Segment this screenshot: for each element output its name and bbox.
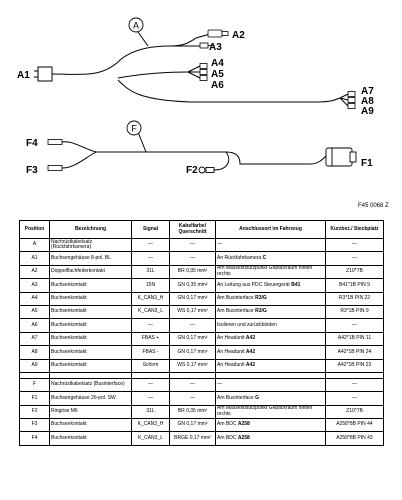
cell-anschlussort	[216, 292, 326, 305]
anschlussort-text: Am BDC	[217, 434, 238, 441]
connectors-f3-f4	[48, 140, 62, 171]
table-row	[20, 279, 384, 292]
harness-a-branch-a7-a9	[118, 80, 340, 102]
cell-signal: FBAS -	[132, 346, 170, 359]
cell-bezeichnung: Buchsenkontakt	[50, 346, 132, 359]
connectors-a4-a6	[200, 64, 207, 81]
cell-kabelfarbe: WS 0,17 mm²	[170, 305, 216, 318]
label-a4: A4	[211, 58, 224, 69]
cell-position: A1	[20, 252, 50, 265]
cell-steckplatz: A42*1B PIN 23	[326, 359, 384, 372]
table-row	[20, 265, 384, 278]
cell-anschlussort	[216, 332, 326, 345]
figure-reference: F45 0068 Z	[358, 203, 389, 209]
table-row	[20, 292, 384, 305]
cell-position: F1	[20, 392, 50, 405]
cell-kabelfarbe: GN 0,17 mm²	[170, 292, 216, 305]
cell-signal: K_CAN3_L	[132, 305, 170, 318]
table-body	[20, 239, 384, 446]
cell-bezeichnung: Buchsenkontakt	[50, 305, 132, 318]
cell-signal: K_CAN3_L	[132, 432, 170, 445]
cell-anschlussort	[216, 265, 326, 278]
col-header-signal: Signal	[132, 221, 170, 239]
anschlussort-text: —	[217, 241, 222, 248]
cell-kabelfarbe: GN 0,17 mm²	[170, 332, 216, 345]
anschlussort-text: Am Businterface	[217, 308, 256, 315]
cell-signal: FBAS +	[132, 332, 170, 345]
cable-f-label: F	[131, 123, 137, 134]
cell-bezeichnung: Buchsenkontakt	[50, 332, 132, 345]
table-row	[20, 239, 384, 252]
label-a8: A8	[361, 96, 374, 107]
label-a7: A7	[361, 86, 374, 97]
table-row	[20, 252, 384, 265]
label-a3: A3	[209, 42, 222, 53]
cell-kabelfarbe: WS 0,17 mm²	[170, 359, 216, 372]
cell-steckplatz: B41*1B PIN 9	[326, 279, 384, 292]
cell-position: A2	[20, 265, 50, 278]
cell-kabelfarbe: GN 0,17 mm²	[170, 346, 216, 359]
anschlussort-text: An Leitung aus PDC Steuergerät	[217, 281, 292, 288]
anschlussort-text: Am Masseststützpunkt Gepäckraum hinten rechts	[217, 405, 313, 417]
col-header-kabelfarbe: Kabelfarbe/ Querschnitt	[170, 221, 216, 239]
anschlussort-text: Am BDC	[217, 421, 238, 428]
table-row	[20, 359, 384, 372]
cell-signal: —	[132, 252, 170, 265]
cell-steckplatz: —	[326, 239, 384, 252]
cell-kabelfarbe: —	[170, 252, 216, 265]
anschlussort-code: R3/G	[255, 308, 267, 315]
cell-kabelfarbe: BRGE 0,17 mm²	[170, 432, 216, 445]
cell-signal: —	[132, 319, 170, 332]
cell-steckplatz: —	[326, 392, 384, 405]
cell-bezeichnung: Buchsenkontakt	[50, 279, 132, 292]
cell-position: A6	[20, 319, 50, 332]
cell-steckplatz: A42*1B PIN 11	[326, 332, 384, 345]
anschlussort-code: A258	[237, 434, 250, 441]
cell-steckplatz: R3*1B PIN 9	[326, 305, 384, 318]
cell-position: A4	[20, 292, 50, 305]
harness-a-branch-a4-a6	[118, 72, 188, 78]
cell-anschlussort	[216, 252, 326, 265]
label-a6: A6	[211, 80, 224, 91]
cell-kabelfarbe: —	[170, 319, 216, 332]
harness-f-branch-f3	[62, 152, 96, 168]
cell-steckplatz: —	[326, 252, 384, 265]
cell-anschlussort	[216, 405, 326, 418]
table-row	[20, 419, 384, 432]
anschlussort-code: B41	[291, 281, 301, 288]
cell-kabelfarbe: GN 0,17 mm²	[170, 419, 216, 432]
table-row	[20, 378, 384, 391]
cell-bezeichnung: Doppelflachfederkontakt	[50, 265, 132, 278]
anschlussort-code: G	[255, 394, 259, 401]
cell-signal: —	[132, 378, 170, 391]
table-row	[20, 405, 384, 418]
cable-a-label: A	[132, 20, 140, 31]
label-a2: A2	[232, 30, 245, 41]
table-header-row	[20, 221, 384, 239]
cell-signal: K_CAN3_H	[132, 292, 170, 305]
cell-anschlussort	[216, 319, 326, 332]
table-row	[20, 305, 384, 318]
anschlussort-text: Am Businterface	[217, 394, 256, 401]
wiring-table	[19, 220, 384, 446]
cell-bezeichnung: Nachrüstkabelsatz (Rückfahrkamera)	[50, 239, 132, 252]
cell-kabelfarbe: BR 0,35 mm²	[170, 405, 216, 418]
cell-steckplatz: A258*8B PIN 44	[326, 419, 384, 432]
connector-f2	[199, 167, 214, 173]
cell-bezeichnung: Buchsenkontakt	[50, 432, 132, 445]
cell-signal: —	[132, 392, 170, 405]
wiring-harness-diagram	[0, 0, 402, 210]
cell-anschlussort	[216, 419, 326, 432]
label-a9: A9	[361, 106, 374, 117]
cell-bezeichnung: Buchsengehäuse 8-pol. BL	[50, 252, 132, 265]
cell-signal: 15N	[132, 279, 170, 292]
label-f1: F1	[361, 158, 373, 169]
anschlussort-code: A258	[237, 421, 250, 428]
col-header-bezeichnung: Bezeichnung	[50, 221, 132, 239]
cell-bezeichnung: Buchsenkontakt	[50, 292, 132, 305]
col-header-position: Position	[20, 221, 50, 239]
cell-kabelfarbe: BR 0,35 mm²	[170, 265, 216, 278]
anschlussort-code: A42	[245, 335, 256, 342]
anschlussort-text: —	[217, 381, 222, 388]
anschlussort-code: R3/G	[255, 294, 267, 301]
connector-a1	[38, 67, 52, 81]
cell-kabelfarbe: —	[170, 378, 216, 391]
anschlussort-code: A42	[245, 361, 256, 368]
cell-position: A8	[20, 346, 50, 359]
label-f3: F3	[26, 165, 38, 176]
table-row	[20, 392, 384, 405]
table-row	[20, 319, 384, 332]
cell-anschlussort	[216, 239, 326, 252]
cell-kabelfarbe: —	[170, 239, 216, 252]
cell-steckplatz: A258*8B PIN 43	[326, 432, 384, 445]
label-f2: F2	[186, 165, 198, 176]
cell-anschlussort	[216, 432, 326, 445]
anschlussort-code: C	[262, 254, 267, 261]
cell-kabelfarbe: —	[170, 392, 216, 405]
cell-signal: Schirm	[132, 359, 170, 372]
cell-signal: 31L	[132, 405, 170, 418]
cell-steckplatz: R3*1B PIN 22	[326, 292, 384, 305]
harness-f-trunk	[62, 142, 310, 164]
cell-bezeichnung: Buchsenkontakt	[50, 419, 132, 432]
cell-bezeichnung: Nachrüstkabelsatz (Businterface)	[50, 378, 132, 391]
cell-position: F4	[20, 432, 50, 445]
cell-bezeichnung: Ringöse M6	[50, 405, 132, 418]
cell-steckplatz: —	[326, 319, 384, 332]
col-header-steckplatz: Kurzbez./ Steckplatz	[326, 221, 384, 239]
cell-anschlussort	[216, 305, 326, 318]
cell-kabelfarbe: GN 0,35 mm²	[170, 279, 216, 292]
cell-anschlussort	[216, 346, 326, 359]
anschlussort-text: An Headunit	[217, 348, 246, 355]
cell-anschlussort	[216, 279, 326, 292]
connector-a2	[208, 30, 228, 37]
anschlussort-code: A42	[245, 348, 256, 355]
anschlussort-text: An Rückfahrkamera	[217, 254, 263, 261]
cell-signal: K_CAN3_H	[132, 419, 170, 432]
connectors-a7-a9	[348, 92, 355, 109]
harness-a-trunk	[52, 46, 170, 74]
anschlussort-text: An Headunit	[217, 335, 246, 342]
table-row	[20, 432, 384, 445]
anschlussort-text: An Headunit	[217, 361, 246, 368]
cell-steckplatz: Z10*7B	[326, 405, 384, 418]
label-f4: F4	[26, 138, 38, 149]
table-row	[20, 346, 384, 359]
cell-position: A5	[20, 305, 50, 318]
cell-position: A9	[20, 359, 50, 372]
cell-steckplatz: A42*1B PIN 24	[326, 346, 384, 359]
cell-bezeichnung: Buchsenkontakt	[50, 319, 132, 332]
cell-position: F	[20, 378, 50, 391]
col-header-anschlussort: Anschlussort im Fahrzeug	[216, 221, 326, 239]
label-a5: A5	[211, 69, 224, 80]
connector-f1	[326, 148, 356, 166]
cell-anschlussort	[216, 359, 326, 372]
cell-position: A	[20, 239, 50, 252]
anschlussort-text: Isolieren und zurückbinden	[217, 321, 277, 328]
cell-steckplatz: Z10*7B	[326, 265, 384, 278]
cell-position: A3	[20, 279, 50, 292]
cell-position: F3	[20, 419, 50, 432]
table-row	[20, 332, 384, 345]
cell-bezeichnung: Buchsenkontakt	[50, 359, 132, 372]
anschlussort-text: Am Businterface	[217, 294, 256, 301]
cell-anschlussort	[216, 378, 326, 391]
cell-signal: 31L	[132, 265, 170, 278]
cell-signal: —	[132, 239, 170, 252]
cell-position: F2	[20, 405, 50, 418]
anschlussort-text: Am Masseststützpunkt Gepäckraum hinten rechts	[217, 265, 313, 277]
label-a1: A1	[17, 70, 30, 81]
cell-position: A7	[20, 332, 50, 345]
harness-f-branch-f2	[214, 152, 229, 170]
cell-bezeichnung: Buchsengehäuse 26-pol. SW	[50, 392, 132, 405]
cell-anschlussort	[216, 392, 326, 405]
cell-steckplatz: —	[326, 378, 384, 391]
